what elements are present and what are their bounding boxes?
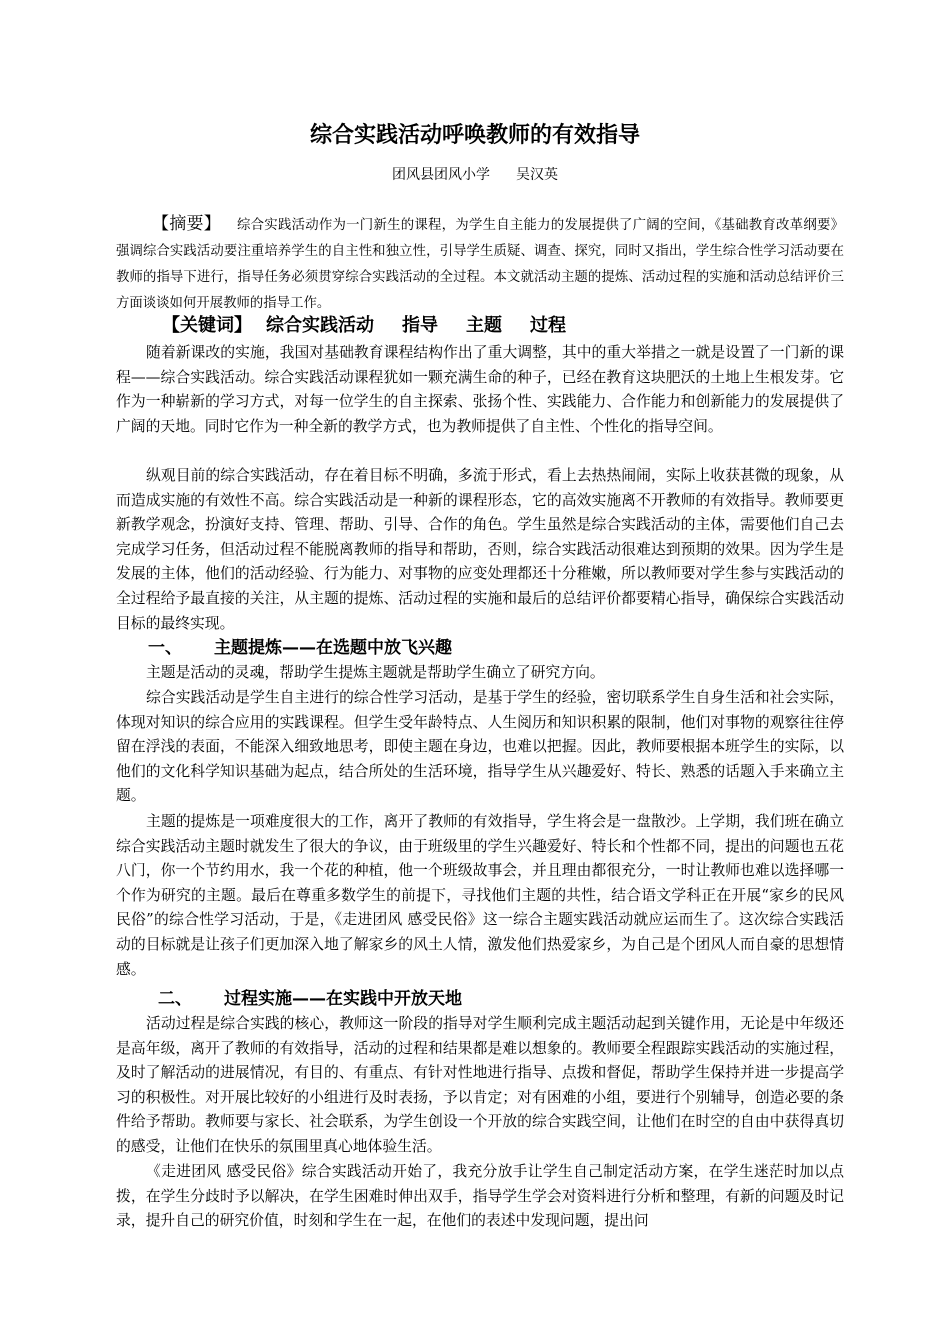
keywords-label: 【关键词】	[162, 315, 252, 336]
keyword: 指导	[402, 315, 438, 336]
section-number: 二、	[158, 989, 192, 1009]
section-title: 过程实施——在实践中开放天地	[224, 989, 462, 1009]
abstract	[116, 211, 844, 317]
section1-paragraph: 主题的提炼是一项难度很大的工作，离开了教师的有效指导，学生将会是一盘散沙。上学期，我们班在确立综合实践活动主题时就发生了很大的争议，由于班级里的学生兴趣爱好、特长和个性都不同，提出的问题也五花八门，你一个节约用水，我一个花的种植，他一个班级故事会，并且理由都很充分，一时让教师也难以选择哪一个作为研究的主题。最后在尊重多数学生的前提下，寻找他们主题的共性，结合语文学科正在开展“家乡的民风民俗”的综合性学习活动，于是，《走进团风 感受民俗》这一综合主题实践活动就应运而生了。这次综合实践活动的目标就是让孩子们更加深入地了解家乡的风土人情，激发他们热爱家乡，为自己是个团风人而自豪的思想情感。	[116, 813, 844, 978]
keyword: 过程	[530, 315, 566, 336]
section2-paragraph: 《走进团风 感受民俗》综合实践活动开始了，我充分放手让学生自己制定活动方案，在学生迷茫时加以点拨，在学生分歧时予以解决，在学生困难时伸出双手，指导学生学会对资料进行分析和整理，有新的问题及时记录，提升自己的研究价值，时刻和学生在一起，在他们的表述中发现问题，提出问	[116, 1163, 844, 1230]
section-number: 一、	[148, 638, 182, 658]
abstract-text: 综合实践活动作为一门新生的课程，为学生自主能力的发展提供了广阔的空间，《基础教育改革纲要》强调综合实践活动要注重培养学生的自主性和独立性，引导学生质疑、调查、探究，同时又指出，学生综合性学习活动要在教师的指导下进行，指导任务必须贯穿综合实践活动的全过程。本文就活动主题的提炼、活动过程的实施和活动总结评价三方面谈谈如何开展教师的指导工作。	[116, 218, 845, 311]
keyword: 综合实践活动	[266, 315, 374, 336]
author-name: 吴汉英	[516, 167, 558, 183]
intro-paragraph: 纵观目前的综合实践活动，存在着目标不明确，多流于形式，看上去热热闹闹，实际上收获甚微的现象，从而造成实施的有效性不高。综合实践活动是一种新的课程形态，它的高效实施离不开教师的有效指导。教师要更新教学观念，扮演好支持、管理、帮助、引导、合作的角色。学生虽然是综合实践活动的主体，需要他们自己去完成学习任务，但活动过程不能脱离教师的指导和帮助，否则，综合实践活动很难达到预期的效果。因为学生是发展的主体，他们的活动经验、行为能力、对事物的应变处理都还十分稚嫩，所以教师要对学生参与实践活动的全过程给予最直接的关注，从主题的提炼、活动过程的实施和最后的总结评价都要精心指导，确保综合实践活动目标的最终实现。	[116, 467, 844, 632]
section-heading-2	[158, 986, 462, 1012]
section1-paragraph: 综合实践活动是学生自主进行的综合性学习活动，是基于学生的经验，密切联系学生自身生活和社会实际，体现对知识的综合应用的实践课程。但学生受年龄特点、人生阅历和知识积累的限制，他们对事物的观察往往停留在浮浅的表面，不能深入细致地思考，即使主题在身边，也难以把握。因此，教师要根据本班学生的实际，以他们的文化科学知识基础为起点，结合所处的生活环境，指导学生从兴趣爱好、特长、熟悉的话题入手来确立主题。	[116, 689, 844, 805]
section2-paragraph: 活动过程是综合实践的核心，教师这一阶段的指导对学生顺利完成主题活动起到关键作用，无论是中年级还是高年级，离开了教师的有效指导，活动的过程和结果都是难以想象的。教师要全程跟踪实践活动的实施过程，及时了解活动的进展情况，有目的、有重点、有针对性地进行指导、点拨和督促，帮助学生保持并进一步提高学习的积极性。对开展比较好的小组进行及时表扬，予以肯定；对有困难的小组，要进行个别辅导，创造必要的条件给予帮助。教师要与家长、社会联系，为学生创设一个开放的综合实践空间，让他们在时空的自由中获得真切的感受，让他们在快乐的氛围里真心地体验生活。	[116, 1015, 844, 1155]
keywords-line	[162, 311, 862, 341]
section-title: 主题提炼——在选题中放飞兴趣	[214, 638, 452, 658]
document-title: 综合实践活动呼唤教师的有效指导	[309, 123, 640, 148]
intro-paragraph: 随着新课改的实施，我国对基础教育课程结构作出了重大调整，其中的重大举措之一就是设置了一门新的课程——综合实践活动。综合实践活动课程犹如一颗充满生命的种子，已经在教育这块肥沃的土地上生根发芽。它作为一种崭新的学习方式，对每一位学生的自主探索、张扬个性、实践能力、合作能力和创新能力的发展提供了广阔的天地。同时它作为一种全新的教学方式，也为教师提供了自主性、个性化的指导空间。	[116, 344, 844, 435]
section-heading-1	[148, 635, 452, 661]
abstract-label: 【摘要】	[152, 214, 222, 234]
keyword: 主题	[466, 315, 502, 336]
author-school: 团风县团风小学	[392, 167, 490, 183]
section1-paragraph: 主题是活动的灵魂，帮助学生提炼主题就是帮助学生确立了研究方向。	[146, 664, 605, 681]
author-byline	[0, 164, 950, 186]
